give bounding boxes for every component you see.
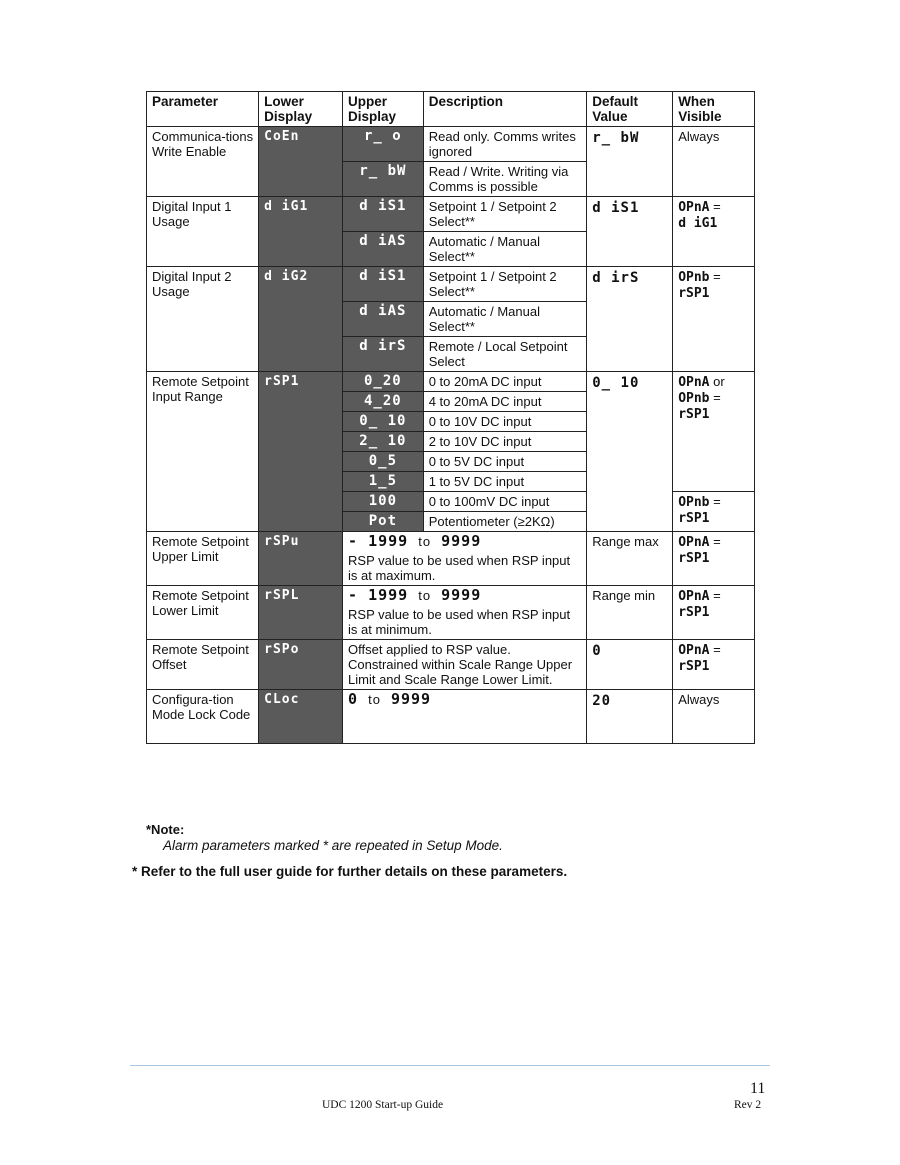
lower-display-code: d iG2 <box>259 267 343 372</box>
range-value <box>348 588 581 603</box>
option-description: Setpoint 1 / Setpoint 2 Select** <box>423 197 587 232</box>
option-description: Read only. Comms writes ignored <box>423 127 587 162</box>
option-description: RSP value to be used when RSP input is at maximum. <box>348 553 571 583</box>
footer-divider <box>130 1065 770 1066</box>
default-value: Range max <box>587 532 673 586</box>
when-eq: = <box>713 642 721 657</box>
header-description: Description <box>423 92 587 127</box>
when-visible <box>673 532 755 586</box>
when-code: OPnb <box>678 495 710 510</box>
when-visible: Always <box>673 127 755 197</box>
default-value: 20 <box>587 690 673 744</box>
option-description: Automatic / Manual Select** <box>423 302 587 337</box>
default-value: 0_ 10 <box>587 372 673 532</box>
default-value: d iS1 <box>587 197 673 267</box>
range-description <box>343 532 587 586</box>
default-value: d irS <box>587 267 673 372</box>
upper-display-code: Pot <box>343 512 424 532</box>
upper-display-code: 2_ 10 <box>343 432 424 452</box>
when-code: OPnA <box>678 535 710 550</box>
range-to: to <box>418 534 432 549</box>
option-description: Offset applied to RSP value. Constrained within Scale Range Upper Limit and Scale Range Lower Limit. <box>343 640 587 690</box>
table-row <box>147 372 755 392</box>
range-to: to <box>418 588 432 603</box>
range-value <box>348 692 581 707</box>
when-eq: = <box>713 588 721 603</box>
upper-display-code: d iS1 <box>343 197 424 232</box>
table-row <box>147 267 755 302</box>
upper-display-code: d iAS <box>343 232 424 267</box>
range-max: 9999 <box>441 586 482 604</box>
range-min: - 1999 <box>348 586 409 604</box>
upper-display-code: 4_20 <box>343 392 424 412</box>
when-eq: = <box>713 390 721 405</box>
default-value: Range min <box>587 586 673 640</box>
param-name: Remote Setpoint Upper Limit <box>147 532 259 586</box>
upper-display-code: r_ o <box>343 127 424 162</box>
when-code: rSP1 <box>678 551 710 566</box>
upper-display-code: r_ bW <box>343 162 424 197</box>
header-lower-display: Lower Display <box>259 92 343 127</box>
when-visible <box>673 640 755 690</box>
table-row <box>147 640 755 690</box>
table-row <box>147 690 755 744</box>
when-visible <box>673 372 755 492</box>
when-code: rSP1 <box>678 407 710 422</box>
lower-display-code: d iG1 <box>259 197 343 267</box>
when-visible <box>673 267 755 372</box>
range-value <box>348 534 581 549</box>
option-description: 0 to 5V DC input <box>423 452 587 472</box>
option-description: Remote / Local Setpoint Select <box>423 337 587 372</box>
lower-display-code: rSPL <box>259 586 343 640</box>
footer-guide-title: UDC 1200 Start-up Guide <box>322 1099 444 1111</box>
table-row <box>147 197 755 232</box>
lower-display-code: rSPo <box>259 640 343 690</box>
range-max: 9999 <box>390 690 432 708</box>
when-code: rSP1 <box>678 511 710 526</box>
default-value: r_ bW <box>587 127 673 197</box>
option-description: 0 to 100mV DC input <box>423 492 587 512</box>
when-code: OPnA <box>678 589 710 604</box>
when-visible <box>673 586 755 640</box>
when-code: OPnA <box>678 375 710 390</box>
when-eq: = <box>713 494 721 509</box>
upper-display-code: 0_5 <box>343 452 424 472</box>
page-number: 11 <box>750 1080 766 1097</box>
param-name: Digital Input 1 Usage <box>147 197 259 267</box>
header-default-value: Default Value <box>587 92 673 127</box>
when-eq: = <box>713 199 721 214</box>
table-row <box>147 127 755 162</box>
when-code: OPnb <box>678 391 710 406</box>
lower-display-code: rSPu <box>259 532 343 586</box>
when-visible: Always <box>673 690 755 744</box>
header-when-visible: When Visible <box>673 92 755 127</box>
when-or: or <box>713 374 725 389</box>
when-eq: = <box>713 534 721 549</box>
range-to: to <box>368 692 381 707</box>
when-visible <box>673 492 755 532</box>
option-description: Read / Write. Writing via Comms is possible <box>423 162 587 197</box>
header-upper-display: Upper Display <box>343 92 424 127</box>
option-description: RSP value to be used when RSP input is at minimum. <box>348 607 571 637</box>
range-min: 0 <box>348 690 359 708</box>
when-code: d iG1 <box>678 216 718 231</box>
upper-display-code: 100 <box>343 492 424 512</box>
when-code: rSP1 <box>678 605 710 620</box>
param-name: Remote Setpoint Input Range <box>147 372 259 532</box>
when-eq: = <box>713 269 721 284</box>
option-description: Setpoint 1 / Setpoint 2 Select** <box>423 267 587 302</box>
table-header-row <box>147 92 755 127</box>
lower-display-code: rSP1 <box>259 372 343 532</box>
option-description: 4 to 20mA DC input <box>423 392 587 412</box>
note-body: Alarm parameters marked * are repeated in Setup Mode. <box>163 838 503 853</box>
default-value: 0 <box>587 640 673 690</box>
param-name: Remote Setpoint Offset <box>147 640 259 690</box>
upper-display-code: 1_5 <box>343 472 424 492</box>
option-description: 0 to 10V DC input <box>423 412 587 432</box>
refer-note: * Refer to the full user guide for further details on these parameters. <box>132 864 568 879</box>
lower-display-code: CoEn <box>259 127 343 197</box>
param-name: Digital Input 2 Usage <box>147 267 259 372</box>
header-parameter: Parameter <box>147 92 259 127</box>
option-description: Automatic / Manual Select** <box>423 232 587 267</box>
option-description: 1 to 5V DC input <box>423 472 587 492</box>
when-code: OPnb <box>678 270 710 285</box>
footer-revision: Rev 2 <box>734 1099 762 1111</box>
upper-display-code: d iS1 <box>343 267 424 302</box>
parameter-table <box>146 91 755 744</box>
when-code: OPnA <box>678 643 710 658</box>
range-max: 9999 <box>441 532 482 550</box>
when-visible <box>673 197 755 267</box>
option-description: 2 to 10V DC input <box>423 432 587 452</box>
when-code: rSP1 <box>678 286 710 301</box>
range-description <box>343 690 587 744</box>
param-name: Communica-tions Write Enable <box>147 127 259 197</box>
range-min: - 1999 <box>348 532 409 550</box>
param-name: Remote Setpoint Lower Limit <box>147 586 259 640</box>
upper-display-code: d iAS <box>343 302 424 337</box>
upper-display-code: 0_ 10 <box>343 412 424 432</box>
upper-display-code: 0_20 <box>343 372 424 392</box>
when-code: rSP1 <box>678 659 710 674</box>
table-row <box>147 586 755 640</box>
when-code: OPnA <box>678 200 710 215</box>
option-description: 0 to 20mA DC input <box>423 372 587 392</box>
note-title: *Note: <box>146 822 185 837</box>
upper-display-code: d irS <box>343 337 424 372</box>
table-row <box>147 532 755 586</box>
lower-display-code: CLoc <box>259 690 343 744</box>
range-description <box>343 586 587 640</box>
param-name: Configura-tion Mode Lock Code <box>147 690 259 744</box>
option-description: Potentiometer (≥2KΩ) <box>423 512 587 532</box>
